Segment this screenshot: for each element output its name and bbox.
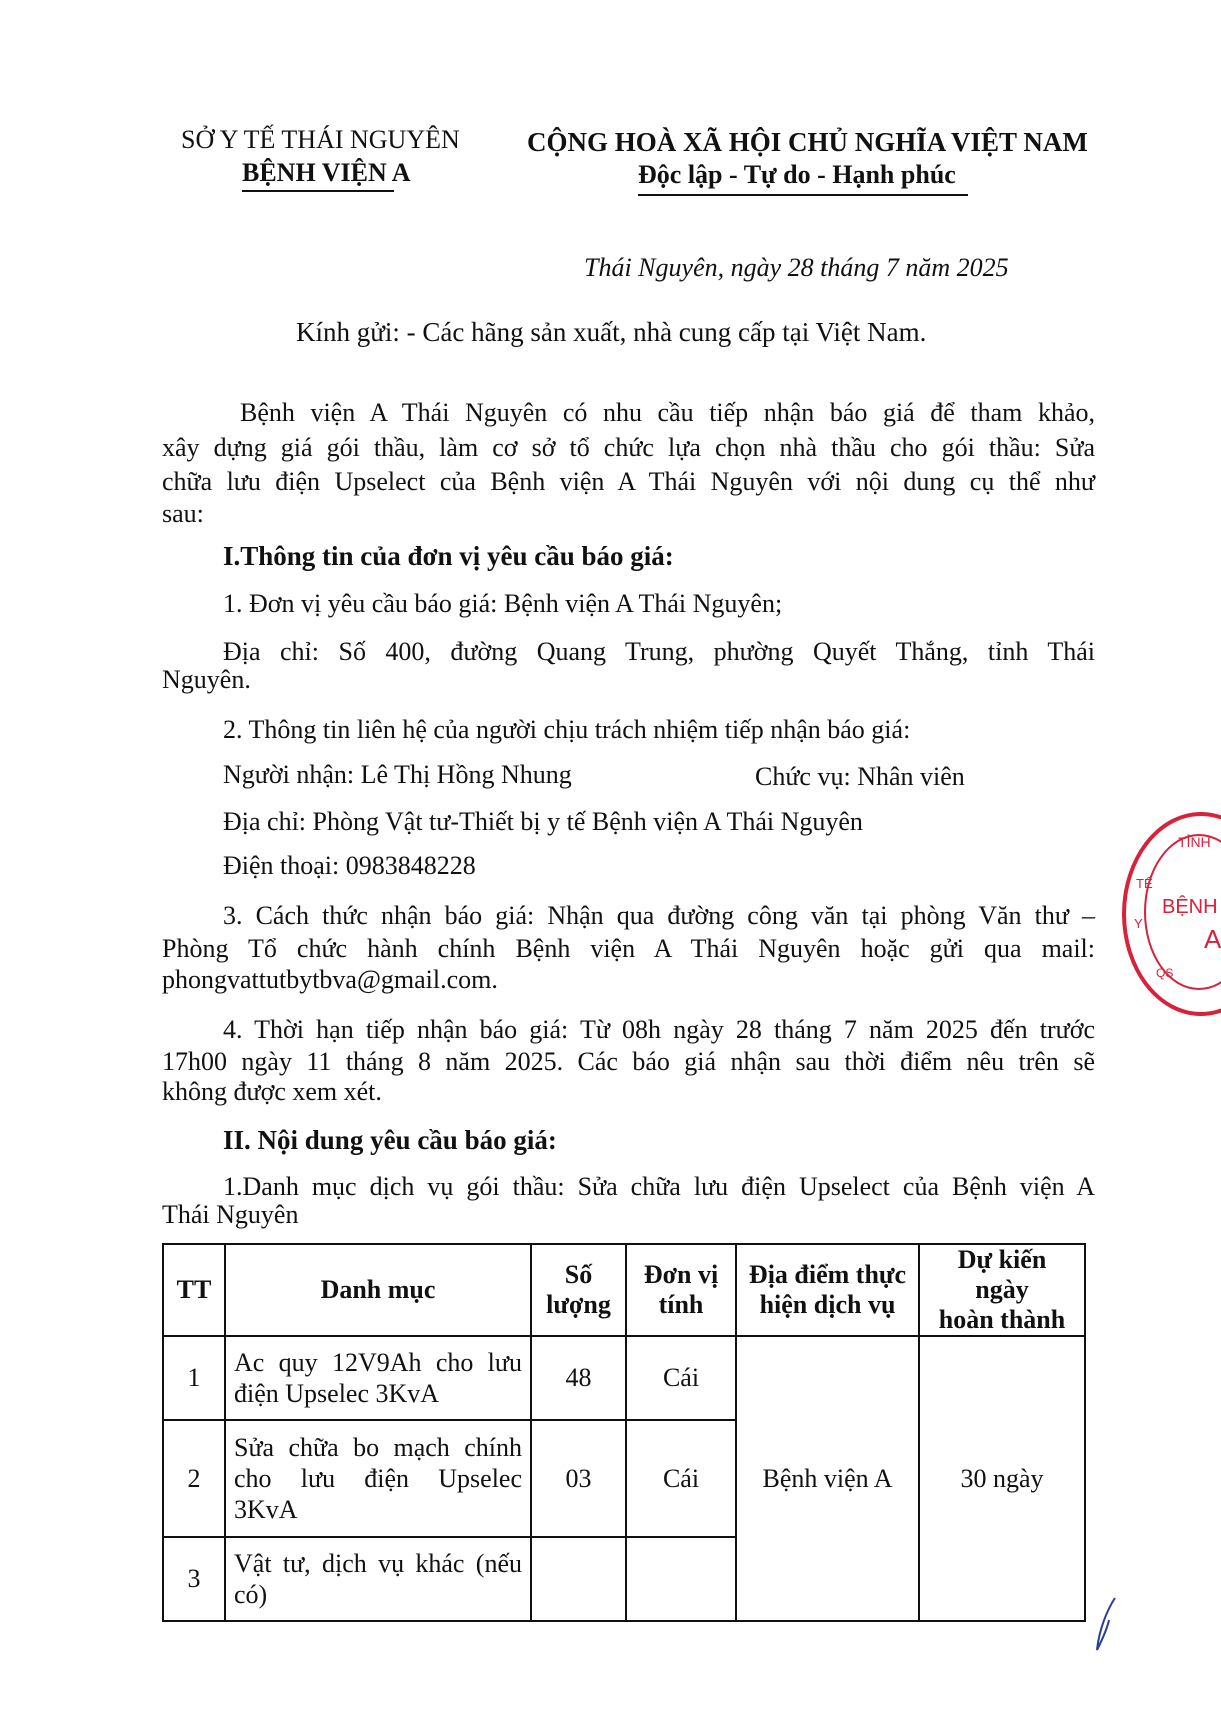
header-unit — [626, 1244, 736, 1336]
section-1-item-4-line-3: không được xem xét. — [162, 1077, 382, 1106]
official-seal — [1122, 812, 1221, 1016]
seal-text-bottom: QS — [1156, 966, 1174, 980]
row-qty — [531, 1537, 626, 1621]
section-1-address-line-2: Nguyên. — [162, 665, 251, 694]
header-eta-line-1: Dự kiến ngày — [957, 1245, 1047, 1304]
intro-line-3: chữa lưu điện Upselect của Bệnh viện A Thái Nguyên với nội dung cụ thể như — [162, 467, 1095, 496]
hospital-underline — [242, 190, 394, 192]
section-2-item-1-line-1: 1.Danh mục dịch vụ gói thầu: Sửa chữa lưu điện Upselect của Bệnh viện A — [223, 1172, 1095, 1201]
completion-estimate: 30 ngày — [919, 1336, 1085, 1621]
date-line: Thái Nguyên, ngày 28 tháng 7 năm 2025 — [584, 253, 1009, 282]
section-1-heading: I.Thông tin của đơn vị yêu cầu báo giá: — [223, 541, 674, 571]
header-tt: TT — [163, 1244, 225, 1336]
header-eta — [919, 1244, 1085, 1336]
signature-mark-icon — [1085, 1590, 1135, 1660]
header-place-line-2: hiện dịch vụ — [759, 1290, 896, 1319]
section-1-address-line-1: Địa chỉ: Số 400, đường Quang Trung, phường Quyết Thắng, tỉnh Thái — [223, 637, 1095, 666]
receiver-name: Người nhận: Lê Thị Hồng Nhung — [223, 760, 572, 789]
row-tt: 1 — [163, 1336, 225, 1420]
header-place-line-1: Địa điểm thực — [748, 1260, 907, 1289]
recipient: Kính gửi: - Các hãng sản xuất, nhà cung cấp tại Việt Nam. — [296, 317, 927, 347]
seal-text-middle: BỆNH — [1162, 896, 1218, 918]
seal-text-top: TỈNH — [1178, 834, 1211, 850]
service-place: Bệnh viện A — [736, 1336, 919, 1621]
seal-text-left-2: TẾ — [1136, 876, 1153, 891]
intro-line-2: xây dựng giá gói thầu, làm cơ sở tổ chức lựa chọn nhà thầu cho gói thầu: Sửa — [162, 433, 1095, 462]
section-1-item-4-line-1: 4. Thời hạn tiếp nhận báo giá: Từ 08h ngày 28 tháng 7 năm 2025 đến trước — [223, 1015, 1095, 1044]
seal-text-left-1: Y — [1134, 916, 1143, 931]
row-qty: 03 — [531, 1420, 626, 1537]
motto: Độc lập - Tự do - Hạnh phúc — [638, 160, 956, 189]
row-item: Sửa chữa bo mạch chính cho lưu điện Upselec 3KvA — [225, 1420, 531, 1537]
intro-line-1: Bệnh viện A Thái Nguyên có nhu cầu tiếp nhận báo giá để tham khảo, — [240, 398, 1095, 427]
row-item: Ac quy 12V9Ah cho lưu điện Upselec 3KvA — [225, 1336, 531, 1420]
section-1-item-3-line-1: 3. Cách thức nhận báo giá: Nhận qua đường công văn tại phòng Văn thư – — [223, 901, 1095, 930]
table-header-row — [163, 1244, 1085, 1336]
section-1-item-2: 2. Thông tin liên hệ của người chịu trách nhiệm tiếp nhận báo giá: — [223, 715, 911, 744]
contact-address: Địa chỉ: Phòng Vật tư-Thiết bị y tế Bệnh viện A Thái Nguyên — [223, 807, 863, 836]
row-unit — [626, 1537, 736, 1621]
seal-text-letter: A — [1204, 924, 1221, 954]
service-table — [162, 1243, 1086, 1622]
agency-name: SỞ Y TẾ THÁI NGUYÊN — [181, 125, 460, 154]
section-2-item-1-line-2: Thái Nguyên — [162, 1200, 299, 1229]
nation-title: CỘNG HOÀ XÃ HỘI CHỦ NGHĨA VIỆT NAM — [527, 127, 1088, 157]
header-place — [736, 1244, 919, 1336]
table-row — [163, 1336, 1085, 1420]
header-unit-line-2: tính — [658, 1290, 704, 1319]
section-1-item-4-line-2: 17h00 ngày 11 tháng 8 năm 2025. Các báo giá nhận sau thời điểm nêu trên sẽ — [162, 1047, 1095, 1076]
row-qty: 48 — [531, 1336, 626, 1420]
intro-line-4: sau: — [162, 499, 204, 528]
receiver-position: Chức vụ: Nhân viên — [755, 762, 965, 791]
hospital-name: BỆNH VIỆN A — [242, 158, 411, 187]
header-item: Danh mục — [225, 1244, 531, 1336]
section-2-heading: II. Nội dung yêu cầu báo giá: — [223, 1125, 557, 1155]
row-unit: Cái — [626, 1336, 736, 1420]
header-qty-line-2: lượng — [546, 1290, 611, 1319]
contact-email[interactable]: phongvattutbytbva@gmail.com. — [162, 965, 498, 994]
header-unit-line-1: Đơn vị — [643, 1260, 719, 1289]
row-tt: 2 — [163, 1420, 225, 1537]
header-qty — [531, 1244, 626, 1336]
section-1-item-1: 1. Đơn vị yêu cầu báo giá: Bệnh viện A Thái Nguyên; — [223, 589, 783, 618]
section-1-item-3-line-2: Phòng Tổ chức hành chính Bệnh viện A Thái Nguyên hoặc gửi qua mail: — [162, 934, 1095, 963]
row-tt: 3 — [163, 1537, 225, 1621]
header-eta-line-2: hoàn thành — [938, 1305, 1066, 1334]
row-unit: Cái — [626, 1420, 736, 1537]
motto-underline — [638, 194, 968, 196]
header-qty-line-1: Số — [564, 1260, 593, 1289]
contact-phone: Điện thoại: 0983848228 — [223, 851, 476, 880]
row-item: Vật tư, dịch vụ khác (nếu có) — [225, 1537, 531, 1621]
